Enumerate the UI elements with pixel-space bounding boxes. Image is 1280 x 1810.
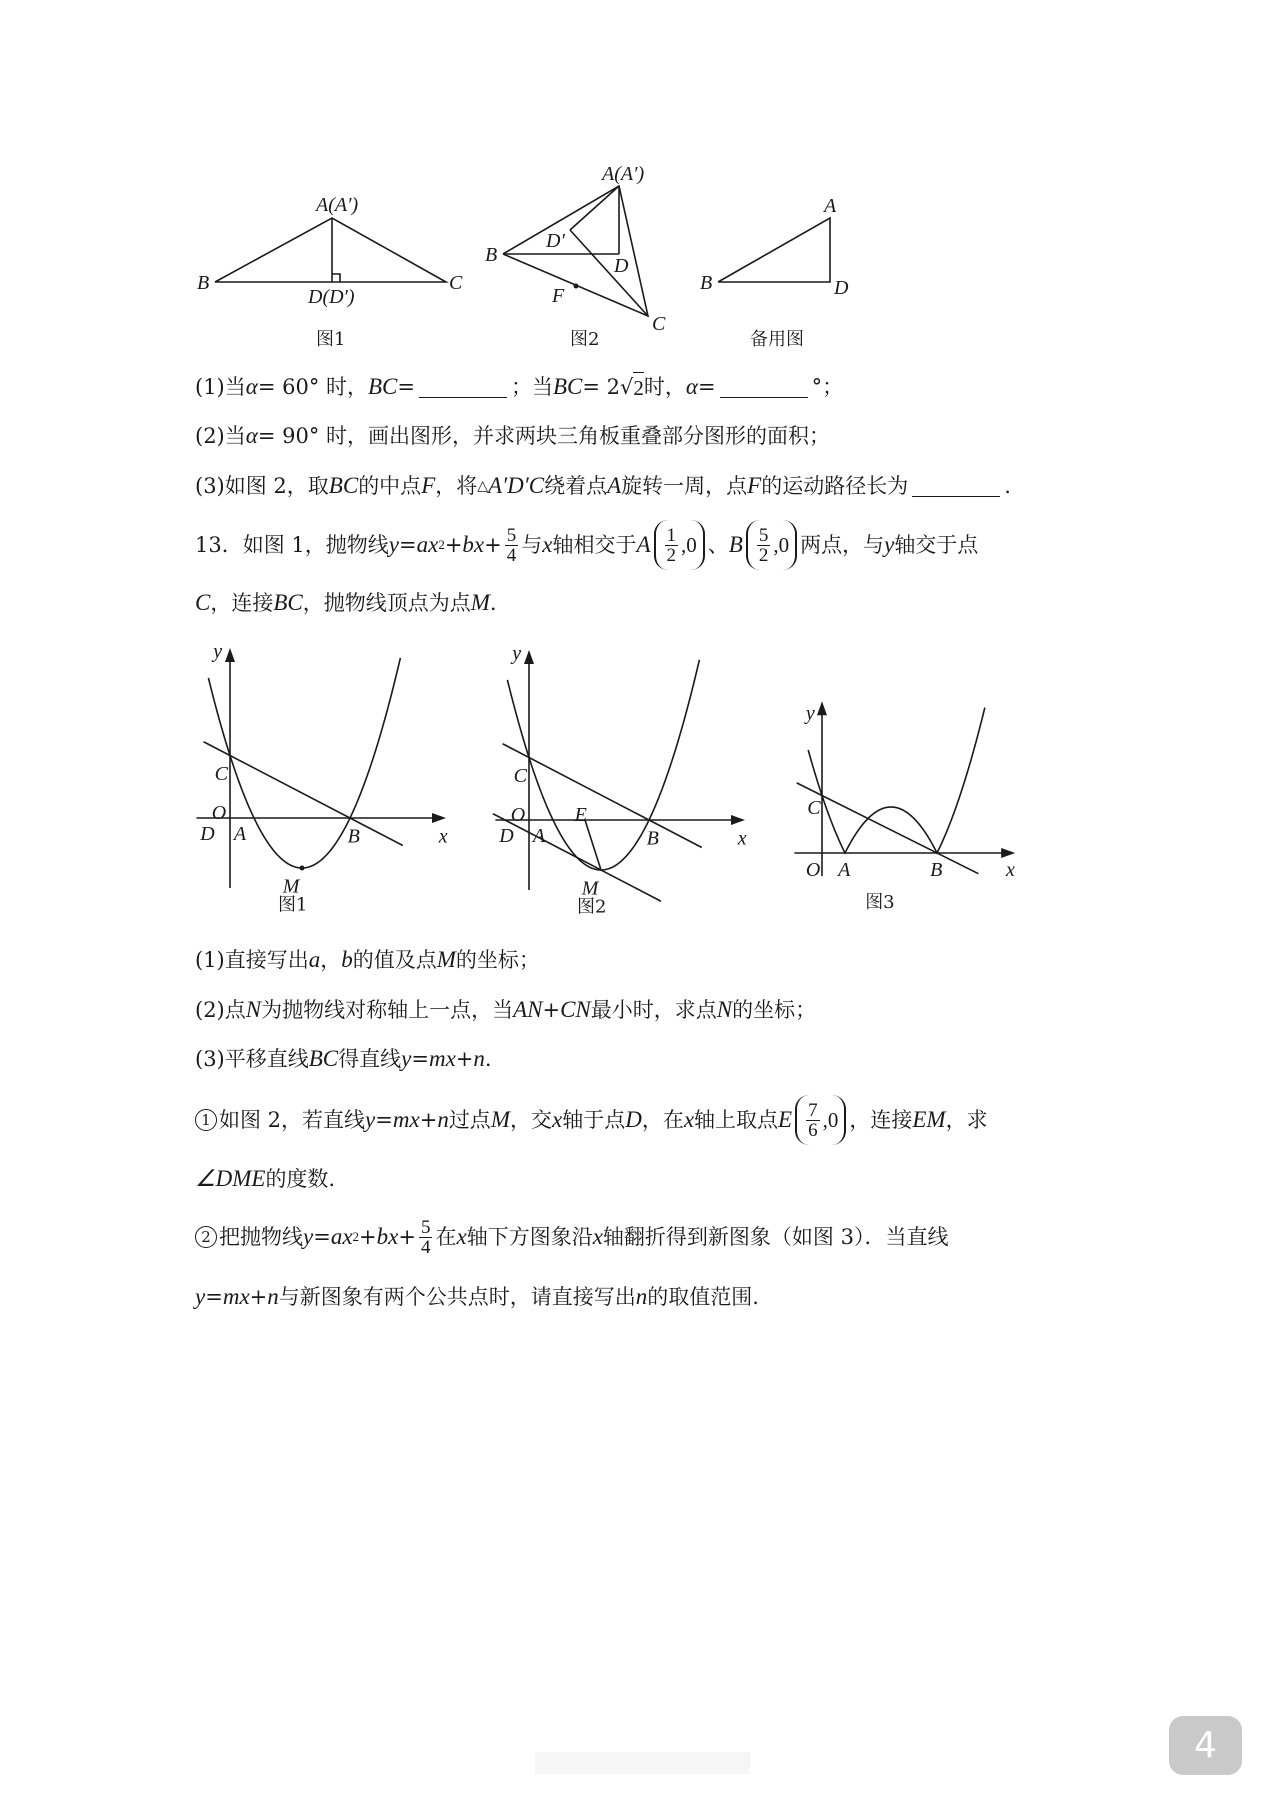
text-run: = bbox=[375, 1108, 393, 1132]
math-symbol: n bbox=[473, 1046, 485, 1071]
math-symbol: mx bbox=[392, 1107, 420, 1132]
point-label-o: O bbox=[805, 859, 821, 882]
text-run: . bbox=[489, 591, 497, 615]
point-label-c: C bbox=[807, 797, 821, 819]
triangle-figure-1 bbox=[197, 194, 463, 350]
math-symbol: x bbox=[592, 1224, 603, 1249]
point-coordinates bbox=[795, 1095, 846, 1145]
math-symbol: ∠DME bbox=[195, 1166, 266, 1191]
figure-caption: 图2 bbox=[577, 896, 607, 918]
math-symbol: CN bbox=[560, 997, 591, 1022]
triangle-figure-spare bbox=[700, 195, 849, 350]
math-symbol: bx bbox=[376, 1224, 399, 1249]
point-coordinates bbox=[654, 520, 705, 570]
text-run: 轴交于点 bbox=[894, 533, 979, 557]
math-symbol: y bbox=[195, 1284, 206, 1309]
math-symbol: y bbox=[401, 1046, 412, 1071]
superscript: 2 bbox=[438, 537, 445, 552]
text-run: 最小时，求点 bbox=[590, 998, 717, 1022]
point-label-c: C bbox=[513, 765, 527, 787]
text-line bbox=[195, 1282, 759, 1312]
math-symbol: α bbox=[245, 374, 258, 399]
straight-line bbox=[493, 814, 661, 902]
triangle-figure-2 bbox=[485, 163, 666, 350]
text-run: ，在 bbox=[641, 1108, 684, 1132]
graph-figure-2 bbox=[493, 643, 747, 918]
text-line bbox=[195, 1099, 988, 1141]
math-symbol: A bbox=[607, 473, 622, 498]
figure-caption: 备用图 bbox=[750, 329, 804, 350]
numerator: 7 bbox=[808, 1099, 818, 1121]
vertex-m-dot bbox=[300, 866, 305, 871]
point-label-a: A bbox=[532, 825, 546, 847]
math-symbol: mx bbox=[428, 1046, 456, 1071]
point-label-x: x bbox=[438, 825, 448, 848]
math-symbol: AN bbox=[513, 997, 543, 1022]
text-run: 在 bbox=[435, 1225, 457, 1249]
y-axis-arrow-icon bbox=[524, 650, 534, 664]
math-symbol: a bbox=[308, 947, 321, 972]
math-symbol: F bbox=[747, 473, 762, 498]
point-label-o: O bbox=[211, 802, 227, 824]
y-coordinate: , 0 bbox=[681, 530, 697, 560]
label-d: D bbox=[614, 255, 629, 277]
text-run: (1)当 bbox=[195, 375, 246, 399]
math-symbol: M bbox=[470, 590, 490, 615]
text-run: 旋转一周，点 bbox=[621, 474, 748, 498]
home-indicator bbox=[535, 1752, 750, 1774]
text-run: = bbox=[411, 1047, 429, 1071]
math-symbol: y bbox=[365, 1107, 376, 1132]
text-run: + bbox=[484, 533, 502, 557]
answer-blank bbox=[419, 377, 507, 398]
text-run: = bbox=[398, 533, 417, 557]
label-b: B bbox=[700, 272, 713, 294]
text-run: ，交 bbox=[509, 1108, 552, 1132]
text-run: 的度数. bbox=[265, 1167, 336, 1191]
math-symbol: M bbox=[436, 947, 456, 972]
label-f: F bbox=[552, 285, 565, 307]
math-symbol: y bbox=[884, 532, 895, 557]
math-symbol: A bbox=[636, 532, 651, 557]
numerator: 5 bbox=[758, 524, 769, 546]
text-run: + bbox=[419, 1108, 438, 1132]
text-run: 的值及点 bbox=[352, 948, 437, 972]
text-run: 轴于点 bbox=[562, 1108, 626, 1132]
text-line bbox=[195, 945, 540, 975]
label-a: A(A′) bbox=[316, 194, 359, 216]
text-run: 轴相交于 bbox=[552, 533, 637, 557]
text-line bbox=[195, 995, 816, 1025]
text-line bbox=[195, 1044, 492, 1074]
text-run: + bbox=[542, 998, 561, 1022]
text-run: = 60° 时， bbox=[257, 375, 368, 399]
text-run: ，连接 bbox=[849, 1108, 913, 1132]
text-run: 、 bbox=[707, 533, 729, 557]
text-run: ，将 bbox=[435, 474, 478, 498]
text-run: (2)点 bbox=[195, 998, 246, 1022]
y-axis-arrow-icon bbox=[817, 701, 827, 715]
text-run: ；当 bbox=[511, 375, 553, 399]
graph-figure-1 bbox=[196, 641, 447, 916]
math-symbol: α bbox=[685, 374, 698, 399]
point-label-y: y bbox=[213, 640, 223, 663]
math-symbol: ax bbox=[416, 532, 439, 557]
text-run: (3)平移直线 bbox=[195, 1047, 309, 1071]
radicand: 2 bbox=[633, 372, 644, 403]
math-symbol: n bbox=[267, 1284, 279, 1309]
midpoint-f-dot bbox=[574, 284, 579, 289]
point-label-y: y bbox=[512, 642, 522, 665]
point-label-b: B bbox=[347, 825, 360, 848]
label-a: A(A′) bbox=[602, 163, 645, 185]
text-run: 的运动路径长为 bbox=[761, 474, 909, 498]
numerator: 5 bbox=[506, 524, 517, 546]
point-label-a: A bbox=[233, 823, 247, 845]
denominator: 4 bbox=[506, 544, 517, 566]
text-run: 的中点 bbox=[358, 474, 422, 498]
y-coordinate: , 0 bbox=[823, 1105, 839, 1135]
math-symbol: y bbox=[388, 532, 399, 557]
text-run: + bbox=[444, 533, 463, 557]
denominator: 6 bbox=[808, 1119, 818, 1141]
math-symbol: x bbox=[456, 1224, 467, 1249]
math-symbol: n bbox=[635, 1284, 648, 1309]
math-symbol: BC bbox=[308, 1046, 339, 1071]
circled-number: 2 bbox=[195, 1226, 217, 1248]
text-run: (1)直接写出 bbox=[195, 948, 309, 972]
text-run: 两点，与 bbox=[800, 533, 885, 557]
text-run: 把抛物线 bbox=[219, 1225, 303, 1249]
text-line bbox=[195, 421, 830, 451]
math-symbol: M bbox=[490, 1107, 510, 1132]
text-run: = bbox=[205, 1285, 223, 1309]
math-symbol: x bbox=[683, 1107, 695, 1132]
point-label-x: x bbox=[737, 827, 747, 850]
text-run: 如图 2，若直线 bbox=[219, 1108, 366, 1132]
label-a: A bbox=[824, 195, 837, 217]
text-run: + bbox=[398, 1225, 416, 1249]
x-axis-arrow-icon bbox=[731, 815, 745, 825]
text-run: = bbox=[397, 375, 415, 399]
math-symbol: B bbox=[728, 532, 743, 557]
denominator: 2 bbox=[666, 544, 677, 566]
math-symbol: N bbox=[245, 997, 262, 1022]
text-run: 与新图象有两个公共点时，请直接写出 bbox=[278, 1285, 636, 1309]
answer-blank bbox=[720, 377, 808, 398]
point-label-d: D bbox=[200, 823, 215, 845]
math-symbol: BC bbox=[553, 374, 583, 399]
math-symbol: F bbox=[421, 473, 436, 498]
text-run: 轴上取点 bbox=[694, 1108, 779, 1132]
fraction bbox=[505, 526, 519, 565]
text-run: ，抛物线顶点为点 bbox=[302, 591, 471, 615]
math-symbol: x bbox=[551, 1107, 563, 1132]
text-run: + bbox=[359, 1225, 377, 1249]
math-symbol: BC bbox=[368, 374, 398, 399]
fraction bbox=[665, 526, 679, 565]
math-symbol: mx bbox=[222, 1284, 250, 1309]
numerator: 1 bbox=[666, 524, 677, 546]
fraction bbox=[757, 526, 771, 565]
figure-caption: 图1 bbox=[316, 329, 346, 350]
x-axis-arrow-icon bbox=[1001, 848, 1015, 858]
text-run: 轴翻折得到新图象（如图 3）．当直线 bbox=[602, 1225, 949, 1249]
text-run: . bbox=[484, 1047, 492, 1071]
math-symbol: C bbox=[195, 590, 211, 615]
x-axis-arrow-icon bbox=[432, 813, 446, 823]
label-d: D bbox=[834, 277, 849, 299]
text-run: 绕着点 bbox=[544, 474, 608, 498]
math-symbol: b bbox=[341, 947, 353, 972]
point-label-c: C bbox=[214, 763, 228, 785]
parabola-curve bbox=[808, 708, 985, 853]
numerator: 5 bbox=[420, 1216, 431, 1238]
text-run: 过点 bbox=[448, 1108, 491, 1132]
point-label-x: x bbox=[1006, 859, 1015, 882]
text-run: 的取值范围. bbox=[647, 1285, 759, 1309]
math-symbol: BC bbox=[273, 590, 303, 615]
text-run: °； bbox=[811, 375, 844, 399]
math-symbol: EM bbox=[912, 1107, 946, 1132]
point-label-m: M bbox=[581, 877, 599, 900]
point-label-b: B bbox=[646, 827, 659, 850]
text-run: . bbox=[1004, 474, 1011, 498]
text-run: ， bbox=[320, 948, 342, 972]
point-label-e: E bbox=[574, 804, 587, 826]
text-line bbox=[195, 372, 843, 402]
text-line bbox=[195, 471, 1011, 501]
label-b: B bbox=[197, 272, 210, 294]
text-line bbox=[195, 1216, 949, 1258]
text-line bbox=[195, 524, 979, 566]
math-symbol: BC bbox=[328, 473, 359, 498]
text-line bbox=[195, 1164, 335, 1194]
math-symbol: α bbox=[245, 423, 258, 448]
math-symbol: bx bbox=[462, 532, 485, 557]
figure-caption: 图1 bbox=[278, 894, 308, 916]
triangle-symbol: △ bbox=[477, 478, 489, 494]
label-c: C bbox=[652, 313, 666, 335]
denominator: 4 bbox=[420, 1236, 431, 1258]
text-run: 轴下方图象沿 bbox=[466, 1225, 593, 1249]
label-b: B bbox=[485, 244, 498, 266]
math-symbol: n bbox=[437, 1107, 449, 1132]
point-label-m: M bbox=[282, 875, 300, 898]
text-run: = bbox=[697, 375, 716, 399]
text-line bbox=[195, 588, 497, 618]
answer-blank bbox=[912, 476, 1000, 497]
point-label-a: A bbox=[838, 859, 851, 882]
text-run: 得直线 bbox=[338, 1047, 402, 1071]
denominator: 2 bbox=[758, 544, 769, 566]
math-symbol: y bbox=[303, 1224, 314, 1249]
figure-caption: 图3 bbox=[865, 892, 895, 914]
text-run: = 90° 时，画出图形，并求两块三角板重叠部分图形的面积； bbox=[257, 424, 830, 448]
text-run: 的坐标； bbox=[732, 998, 817, 1022]
math-symbol: ax bbox=[330, 1224, 353, 1249]
math-symbol: x bbox=[542, 532, 553, 557]
text-run: 13．如图 1，抛物线 bbox=[195, 533, 389, 557]
parabola-graphs bbox=[196, 641, 1015, 918]
text-run: 的坐标； bbox=[455, 948, 540, 972]
text-run: = bbox=[313, 1225, 331, 1249]
figure-caption: 图2 bbox=[570, 329, 600, 350]
page-indicator[interactable]: 4 bbox=[1169, 1716, 1242, 1775]
text-run: 与 bbox=[521, 533, 543, 557]
text-run: = 2√ bbox=[582, 375, 634, 399]
label-c: C bbox=[449, 272, 463, 294]
label-d: D(D′) bbox=[308, 286, 355, 308]
point-label-d: D bbox=[499, 825, 514, 847]
text-run: 时， bbox=[643, 375, 686, 399]
y-coordinate: , 0 bbox=[773, 530, 789, 560]
fraction bbox=[419, 1218, 433, 1257]
text-run: ，连接 bbox=[210, 591, 274, 615]
superscript: 2 bbox=[352, 1229, 360, 1244]
math-symbol: D bbox=[625, 1107, 642, 1132]
circled-number: 1 bbox=[195, 1109, 217, 1131]
point-label-b: B bbox=[930, 859, 943, 882]
math-symbol: E bbox=[778, 1107, 793, 1132]
fraction bbox=[806, 1101, 820, 1140]
math-symbol: A′D′C bbox=[488, 473, 545, 498]
label-d-prime: D′ bbox=[546, 230, 565, 252]
text-run: 为抛物线对称轴上一点，当 bbox=[261, 998, 514, 1022]
graph-figure-3 bbox=[794, 701, 1015, 913]
text-run: (3)如图 2，取 bbox=[195, 474, 329, 498]
text-run: ，求 bbox=[945, 1108, 988, 1132]
text-run: + bbox=[455, 1047, 474, 1071]
text-run: (2)当 bbox=[195, 424, 246, 448]
point-label-o: O bbox=[510, 804, 526, 826]
point-label-y: y bbox=[805, 702, 815, 725]
point-coordinates bbox=[746, 520, 797, 570]
y-axis-arrow-icon bbox=[225, 648, 235, 662]
straight-line bbox=[797, 783, 979, 874]
text-run: + bbox=[249, 1285, 268, 1309]
math-symbol: N bbox=[716, 997, 733, 1022]
